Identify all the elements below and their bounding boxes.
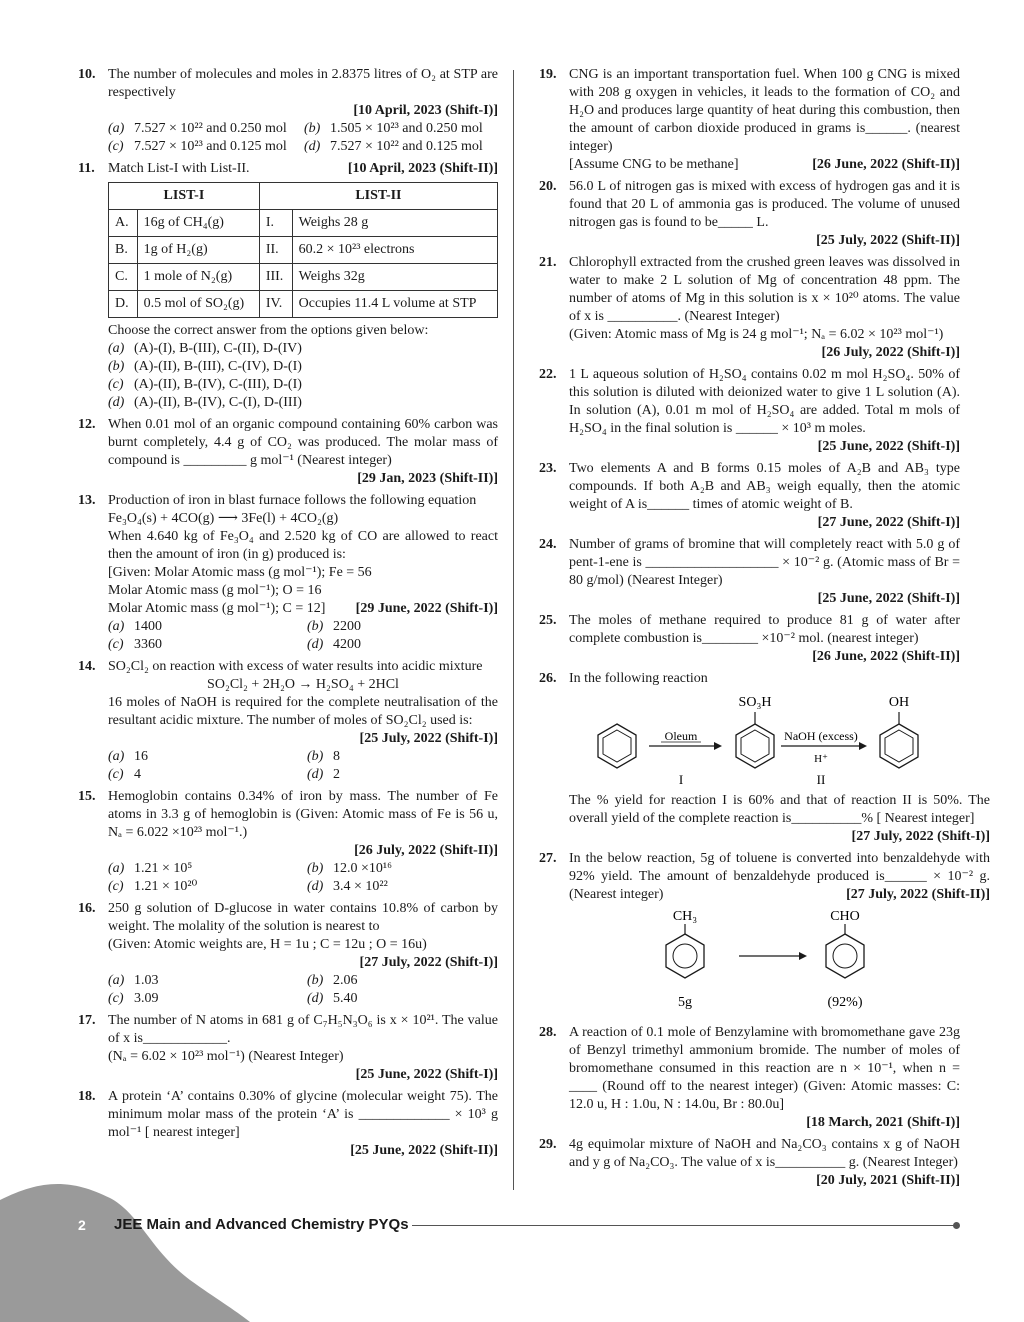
exam-source: [25 June, 2022 (Shift-I)] <box>355 1067 498 1082</box>
footer-decorative-shape <box>0 1170 250 1322</box>
exam-source: [26 July, 2022 (Shift-I)] <box>821 345 960 360</box>
toluene-reaction-figure <box>569 906 990 1016</box>
exam-source: [20 July, 2021 (Shift-II)] <box>816 1173 960 1188</box>
exam-source: [25 June, 2022 (Shift-I)] <box>817 439 960 454</box>
given-line: [Assume CNG to be methane] <box>569 157 739 172</box>
exam-source: [10 April, 2023 (Shift-I)] <box>353 103 498 118</box>
option-a: (a) (A)-(I), B-(III), C-(II), D-(IV) <box>108 341 302 356</box>
option-d: (d) 5.40 <box>307 991 358 1006</box>
option-b: (b) 1.505 × 10²³ and 0.250 mol <box>304 121 483 136</box>
option-a: (a) 1400 <box>108 619 162 634</box>
table-header: LIST-II <box>259 183 497 210</box>
option-c: (c) 1.21 × 10²⁰ <box>108 879 198 894</box>
match-table <box>108 182 498 318</box>
question-number: 14. <box>78 659 96 674</box>
option-d: (d) 3.4 × 10²² <box>307 879 388 894</box>
question-16 <box>78 900 498 1008</box>
question-number: 23. <box>539 461 557 476</box>
question-number: 20. <box>539 179 557 194</box>
question-text: Hemoglobin contains 0.34% of iron by mass. The number of Fe atoms in 3.3 g of hemoglobin is (Given: Atomic mass of Fe is 56 u, Nₐ = 6.022 ×10²³ mol⁻¹.) <box>108 789 498 840</box>
option-b: (b) 8 <box>307 749 340 764</box>
question-text-2: When 4.640 kg of Fe₃O₄ and 2.520 kg of CO are allowed to react then the amount of iron (in g) produced is: <box>108 529 498 562</box>
question-number: 18. <box>78 1089 96 1104</box>
option-b: (b) (A)-(II), B-(III), C-(IV), D-(I) <box>108 359 302 374</box>
reaction-scheme-svg <box>569 690 990 786</box>
question-text: In the following reaction <box>569 671 708 686</box>
question-text: CNG is an important transportation fuel. When 100 g CNG is mixed with 208 g oxygen in vehicles, it leads to the formation of CO₂ and H₂O and produces large quantity of heat during this combustion, then the amount of carbon dioxide produced in grams is______. (nearest integer) <box>569 67 960 154</box>
question-10 <box>78 66 498 156</box>
page-number: 2 <box>78 1217 86 1233</box>
instruction-text: Choose the correct answer from the options given below: <box>108 323 429 338</box>
given-line: (Given: Atomic weights are, H = 1u ; C = 12u ; O = 16u) <box>108 937 427 952</box>
option-d: (d) (A)-(II), B-(IV), C-(I), D-(III) <box>108 395 302 410</box>
question-text: Chlorophyll extracted from the crushed green leaves was dissolved in water to make 2 L solution of Mg of concentration 48 ppm. The number of atoms of Mg in this solution is x × 10²⁰ atoms. The value of x is __________. (Nearest Integer) <box>569 255 960 324</box>
question-27 <box>539 850 990 1020</box>
question-number: 15. <box>78 789 96 804</box>
option-c: (c) 7.527 × 10²³ and 0.125 mol <box>108 139 287 154</box>
exam-source: [25 June, 2022 (Shift-II)] <box>350 1143 498 1158</box>
question-number: 10. <box>78 67 96 82</box>
equation: SO₂Cl₂ + 2H₂O → H₂SO₄ + 2HCl <box>207 677 399 692</box>
question-text-2: 16 moles of NaOH is required for the complete neutralisation of the resultant acidic mixture. The number of moles of SO₂Cl₂ used is: <box>108 695 498 728</box>
given-line: Molar Atomic mass (g mol⁻¹); O = 16 <box>108 583 322 598</box>
option-a: (a) 16 <box>108 749 148 764</box>
mass-label: 5g <box>678 995 692 1010</box>
exam-source: [25 July, 2022 (Shift-II)] <box>816 233 960 248</box>
question-number: 12. <box>78 417 96 432</box>
question-12 <box>78 416 498 488</box>
question-text: A reaction of 0.1 mole of Benzylamine with bromomethane gave 23g of Benzyl trimethyl ammonium bromide. The number of moles of bromomethane consumed in this reaction are n × 10⁻¹, when n = ____ (Round off to the nearest integer) (Given: Atomic masses: C: 12.0 u, H : 1.0u, N : 14.0u, Br : 80.0u] <box>569 1025 960 1112</box>
toluene-ring <box>666 924 704 978</box>
question-text: The moles of methane required to produce 81 g of water after complete combustion is________ ×10⁻² mol. (nearest integer) <box>569 613 960 646</box>
option-c: (c) 4 <box>108 767 141 782</box>
ch3-label: CH₃ <box>672 909 698 924</box>
step-i-label: I <box>678 772 684 786</box>
question-text: 56.0 L of nitrogen gas is mixed with excess of hydrogen gas and it is found that 20 L of ammonia gas is produced. The volume of unused nitrogen gas is found to be_____ L. <box>569 179 960 230</box>
table-row: A. 16g of CH₄(g) I. Weighs 28 g <box>109 210 498 237</box>
equation: Fe₃O₄(s) + 4CO(g) ⟶ 3Fe(l) + 4CO₂(g) <box>108 511 339 526</box>
question-14 <box>78 658 498 784</box>
question-number: 19. <box>539 67 557 82</box>
question-number: 13. <box>78 493 96 508</box>
given-line: [Given: Molar Atomic mass (g mol⁻¹); Fe = 56 <box>108 565 372 580</box>
question-18 <box>78 1088 498 1160</box>
question-text: 250 g solution of D-glucose in water contains 10.8% of carbon by weight. The molality of the solution is nearest to <box>108 901 498 934</box>
benzenesulfonic-acid-ring <box>736 712 774 768</box>
naoh-label: NaOH (excess) <box>784 729 858 743</box>
question-text: Production of iron in blast furnace follows the following equation <box>108 493 477 508</box>
table-header: LIST-I <box>109 183 260 210</box>
exam-source: [27 July, 2022 (Shift-I)] <box>359 955 498 970</box>
exam-source: [26 July, 2022 (Shift-II)] <box>354 843 498 858</box>
question-text: Two elements A and B forms 0.15 moles of A₂B and AB₃ type compounds. If both A₂B and AB₃ weigh equally, then the atomic weight of A is______ times of atomic weight of B. <box>569 461 960 512</box>
question-text: 1 L aqueous solution of H₂SO₄ contains 0.02 m mol H₂SO₄. 50% of this solution is diluted with deionized water to give 1 L solution (A). In solution (A), 0.01 m mol of H₂SO₄ are added. Total m mols of H₂SO₄ in the final solution is ______ × 10³ m moles. <box>569 367 960 436</box>
question-13 <box>78 492 498 654</box>
phenol-ring <box>880 712 918 768</box>
h-plus-label: H⁺ <box>814 753 828 765</box>
question-text: 4g equimolar mixture of NaOH and Na₂CO₃ contains x g of NaOH and y g of Na₂CO₃. The value of x is__________ g. (Nearest Integer) <box>569 1137 960 1170</box>
oh-label: OH <box>888 695 910 710</box>
question-text: A protein ‘A’ contains 0.30% of glycine (molecular weight 75). The minimum molar mass of the protein ‘A’ is _____________ × 10³ g mol⁻¹ [ nearest integer] <box>108 1089 498 1140</box>
question-number: 11. <box>78 161 95 176</box>
option-d: (d) 4200 <box>307 637 361 652</box>
question-number: 26. <box>539 671 557 686</box>
option-b: (b) 2.06 <box>307 973 358 988</box>
so3h-label: SO₃H <box>738 695 772 710</box>
question-23 <box>539 460 960 532</box>
question-number: 21. <box>539 255 557 270</box>
given-line: (Given: Atomic mass of Mg is 24 g mol⁻¹; Nₐ = 6.02 × 10²³ mol⁻¹) <box>569 327 944 342</box>
oleum-label: Oleum <box>664 729 698 743</box>
question-21 <box>539 254 960 362</box>
option-d: (d) 2 <box>307 767 340 782</box>
exam-source: [29 Jan, 2023 (Shift-II)] <box>357 471 498 486</box>
option-b: (b) 12.0 ×10¹⁶ <box>307 861 392 876</box>
question-11 <box>78 160 498 412</box>
option-c: (c) 3360 <box>108 637 162 652</box>
exam-source: [27 July, 2022 (Shift-I)] <box>851 829 990 844</box>
question-number: 29. <box>539 1137 557 1152</box>
question-20 <box>539 178 960 250</box>
question-26 <box>539 670 990 846</box>
right-column <box>539 66 990 1194</box>
footer-title: JEE Main and Advanced Chemistry PYQs <box>114 1216 409 1233</box>
question-text-2: The % yield for reaction I is 60% and that of reaction II is 50%. The overall yield of the complete reaction is__________% [ Nearest integer] <box>569 793 990 826</box>
table-row: C. 1 mole of N₂(g) III. Weighs 32g <box>109 264 498 291</box>
question-text: Match List-I with List-II. <box>108 161 250 176</box>
exam-source: [27 June, 2022 (Shift-I)] <box>817 515 960 530</box>
question-25 <box>539 612 960 666</box>
column-divider <box>513 70 514 1190</box>
question-15 <box>78 788 498 896</box>
footer-rule <box>412 1225 955 1226</box>
question-text: The number of N atoms in 681 g of C₇H₅N₃O₆ is x × 10²¹. The value of x is____________. <box>108 1013 498 1046</box>
question-17 <box>78 1012 498 1084</box>
question-text: The number of molecules and moles in 2.8375 litres of O₂ at STP are respectively <box>108 67 498 100</box>
question-number: 25. <box>539 613 557 628</box>
option-a: (a) 1.03 <box>108 973 159 988</box>
exam-source: [10 April, 2023 (Shift-II)] <box>347 161 498 176</box>
question-text: Number of grams of bromine that will completely react with 5.0 g of pent-1-ene is ___________________ × 10⁻² g. (Atomic mass of Br = 80 g/mol) (Nearest Integer) <box>569 537 960 588</box>
benzene-ring <box>598 724 636 768</box>
question-29 <box>539 1136 960 1190</box>
question-number: 22. <box>539 367 557 382</box>
question-24 <box>539 536 960 608</box>
question-number: 17. <box>78 1013 96 1028</box>
reaction-scheme-figure <box>569 690 990 786</box>
option-a: (a) 1.21 × 10⁵ <box>108 861 193 876</box>
exam-source: [25 July, 2022 (Shift-I)] <box>359 731 498 746</box>
step-ii-label: II <box>816 772 826 786</box>
table-row: D. 0.5 mol of SO₂(g) IV. Occupies 11.4 L volume at STP <box>109 291 498 318</box>
table-row: B. 1g of H₂(g) II. 60.2 × 10²³ electrons <box>109 237 498 264</box>
option-b: (b) 2200 <box>307 619 361 634</box>
given-line: (Nₐ = 6.02 × 10²³ mol⁻¹) (Nearest Integer) <box>108 1049 344 1064</box>
toluene-reaction-svg <box>569 906 990 1016</box>
question-number: 27. <box>539 851 557 866</box>
option-a: (a) 7.527 × 10²² and 0.250 mol <box>108 121 287 136</box>
exam-source: [26 June, 2022 (Shift-II)] <box>812 649 960 664</box>
question-text: SO₂Cl₂ on reaction with excess of water results into acidic mixture <box>108 659 483 674</box>
question-22 <box>539 366 960 456</box>
option-d: (d) 7.527 × 10²² and 0.125 mol <box>304 139 483 154</box>
question-text: When 0.01 mol of an organic compound containing 60% carbon was burnt completely, 4.4 g of CO₂ was produced. The molar mass of compound is _________ g mol⁻¹ (Nearest integer) <box>108 417 498 468</box>
exam-source: [27 July, 2022 (Shift-II)] <box>846 887 990 902</box>
question-19 <box>539 66 960 174</box>
exam-source: [25 June, 2022 (Shift-I)] <box>817 591 960 606</box>
footer-dot-icon <box>953 1222 960 1229</box>
question-number: 24. <box>539 537 557 552</box>
cho-label: CHO <box>830 909 860 924</box>
option-c: (c) 3.09 <box>108 991 159 1006</box>
exam-source: [26 June, 2022 (Shift-II)] <box>812 157 960 172</box>
question-number: 16. <box>78 901 96 916</box>
question-number: 28. <box>539 1025 557 1040</box>
given-line: Molar Atomic mass (g mol⁻¹); C = 12] <box>108 601 326 616</box>
option-c: (c) (A)-(II), B-(IV), C-(III), D-(I) <box>108 377 302 392</box>
question-28 <box>539 1024 960 1132</box>
yield-label: (92%) <box>827 995 863 1010</box>
exam-source: [18 March, 2021 (Shift-I)] <box>806 1115 960 1130</box>
exam-source: [29 June, 2022 (Shift-I)] <box>355 601 498 616</box>
left-column <box>78 66 498 1164</box>
question-text: In the below reaction, 5g of toluene is converted into benzaldehyde with 92% yield. The amount of benzaldehyde produced is______ × 10⁻² g. (Nearest integer) <box>569 851 990 902</box>
benzaldehyde-ring <box>826 924 864 978</box>
